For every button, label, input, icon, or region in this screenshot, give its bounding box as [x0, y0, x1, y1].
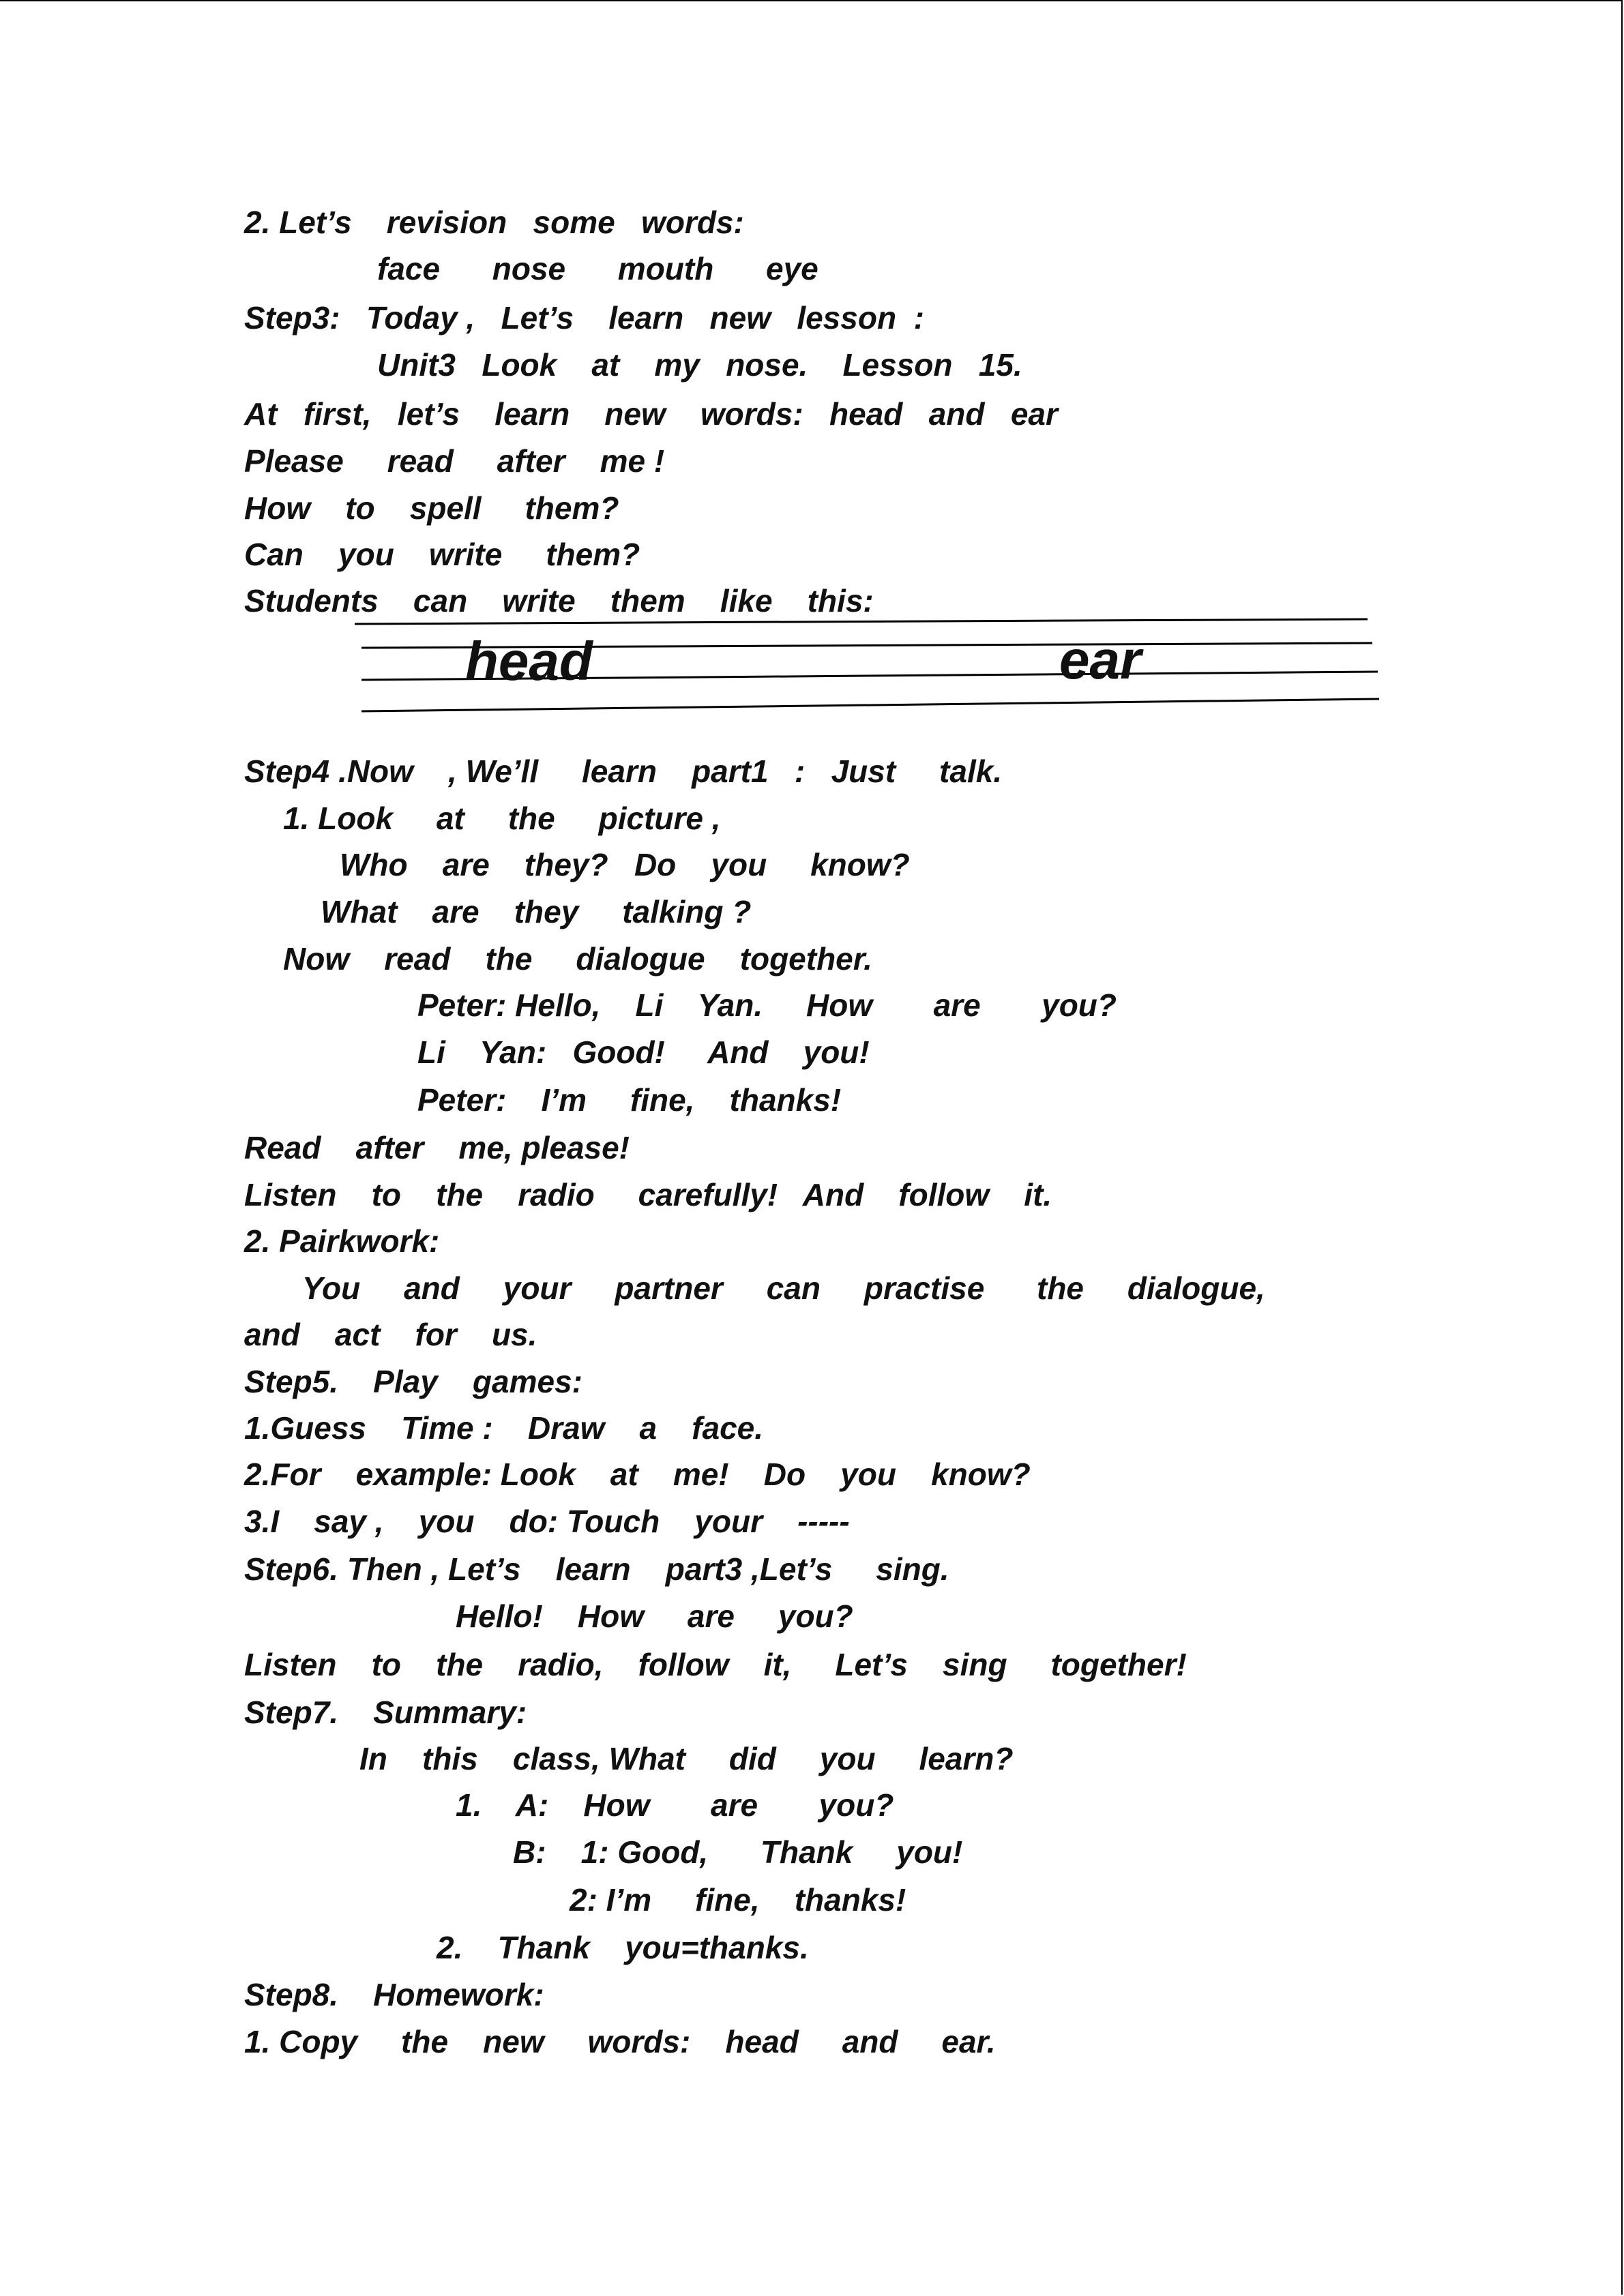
text-line: Step8. Homework:	[244, 1977, 544, 2012]
text-line: Step5. Play games:	[244, 1364, 582, 1399]
text-line: 2. Let’s revision some words:	[244, 205, 744, 240]
text-line: 2: I’m fine, thanks!	[570, 1882, 906, 1918]
text-line: Step3: Today , Let’s learn new lesson :	[244, 300, 924, 336]
text-line: Can you write them?	[244, 537, 640, 572]
text-line: Step6. Then , Let’s learn part3 ,Let’s sing.	[244, 1551, 949, 1587]
text-line: You and your partner can practise the dialogue,	[302, 1270, 1265, 1306]
text-line: In this class, What did you learn?	[359, 1741, 1014, 1776]
text-line: 1. Copy the new words: head and ear.	[244, 2024, 996, 2059]
text-line: B: 1: Good, Thank you!	[513, 1834, 963, 1870]
text-line: 3.I say , you do: Touch your -----	[244, 1504, 850, 1539]
text-line: Unit3 Look at my nose. Lesson 15.	[377, 347, 1022, 383]
text-line: Read after me, please!	[244, 1130, 630, 1165]
text-line: 2.For example: Look at me! Do you know?	[244, 1457, 1031, 1492]
text-line: face nose mouth eye	[377, 251, 818, 286]
text-line: Hello! How are you?	[456, 1598, 853, 1634]
practice-word-head: head	[465, 631, 593, 691]
text-line: Listen to the radio, follow it, Let’s sing together!	[244, 1647, 1187, 1682]
text-line: 2. Pairkwork:	[244, 1223, 440, 1259]
text-line: Step4 .Now , We’ll learn part1 : Just talk.	[244, 754, 1003, 789]
practice-word-ear: ear	[1059, 629, 1142, 690]
text-line: At first, let’s learn new words: head and ear	[244, 396, 1058, 432]
text-line: What are they talking ?	[321, 894, 752, 929]
text-line: 2. Thank you=thanks.	[437, 1930, 809, 1965]
text-line: Students can write them like this:	[244, 583, 874, 618]
text-line: 1.Guess Time : Draw a face.	[244, 1410, 764, 1446]
text-line: Peter: I’m fine, thanks!	[417, 1082, 842, 1118]
text-line: 1. Look at the picture ,	[283, 801, 721, 836]
text-line: Listen to the radio carefully! And follow it.	[244, 1177, 1052, 1212]
text-line: Peter: Hello, Li Yan. How are you?	[417, 987, 1117, 1023]
text-line: 1. A: How are you?	[456, 1787, 894, 1823]
text-line: Li Yan: Good! And you!	[417, 1034, 870, 1070]
text-line: Who are they? Do you know?	[340, 847, 910, 882]
text-line: Please read after me !	[244, 443, 665, 479]
text-line: and act for us.	[244, 1317, 537, 1352]
text-line: How to spell them?	[244, 490, 619, 526]
text-line: Step7. Summary:	[244, 1695, 527, 1730]
text-line: Now read the dialogue together.	[283, 941, 872, 976]
